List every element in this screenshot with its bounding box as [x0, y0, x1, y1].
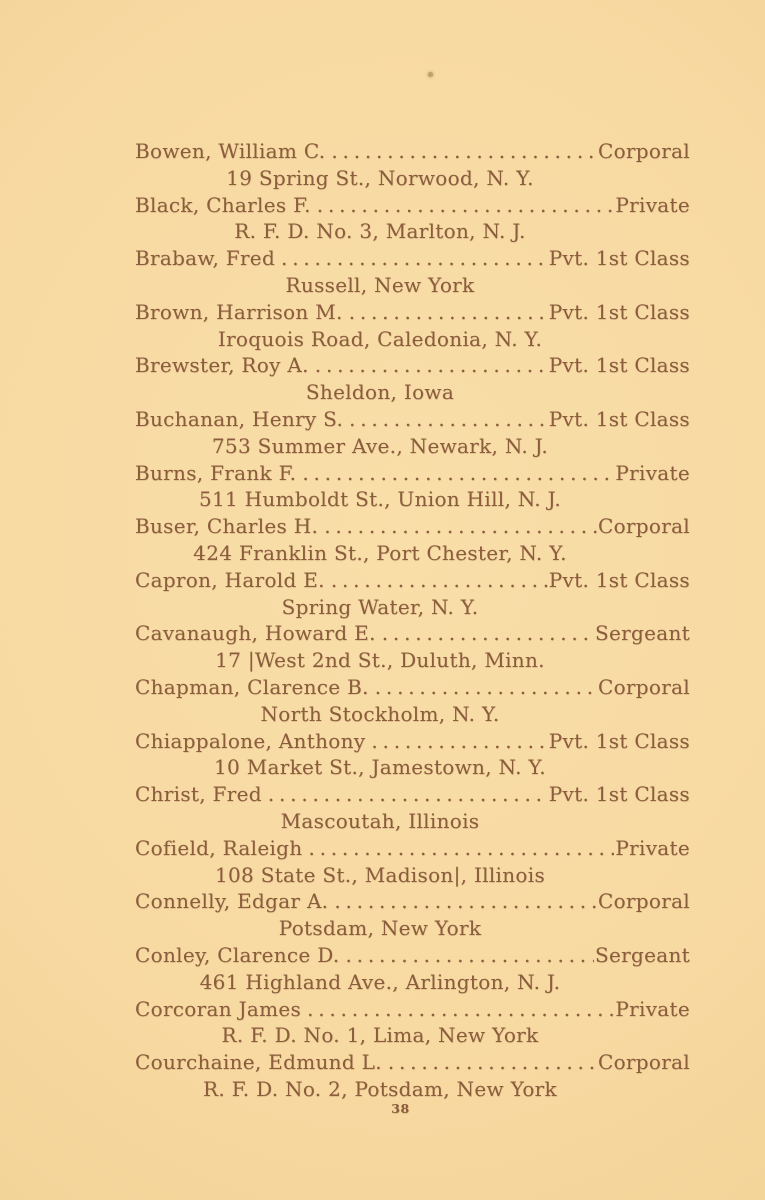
roster-entry — [135, 1049, 690, 1103]
entry-address-line — [135, 647, 625, 674]
dot-leader — [388, 1049, 597, 1076]
roster-entry — [135, 620, 690, 674]
soldier-address: 511 Humboldt St., Union Hill, N. J. — [198, 487, 562, 512]
soldier-rank: Private — [615, 996, 690, 1021]
soldier-name: Buser, Charles H. — [135, 514, 319, 539]
soldier-address: 108 State St., Madison|, Illinois — [214, 862, 546, 887]
soldier-name: Conley, Clarence D. — [135, 942, 340, 967]
dot-leader — [268, 781, 548, 808]
entry-name-rank-line — [135, 996, 690, 1023]
entry-name-rank-line — [135, 138, 690, 165]
roster-entry — [135, 942, 690, 996]
soldier-rank: Private — [615, 835, 690, 860]
entry-address-line — [135, 754, 625, 781]
roster-entry — [135, 781, 690, 835]
entry-address-line — [135, 486, 625, 513]
dot-leader — [349, 406, 548, 433]
entry-name-rank-line — [135, 781, 690, 808]
roster-entry — [135, 674, 690, 728]
roster-entry — [135, 567, 690, 621]
soldier-rank: Sergeant — [595, 621, 690, 646]
soldier-name: Burns, Frank F. — [135, 460, 297, 485]
dot-leader — [324, 513, 597, 540]
soldier-name: Bowen, William C. — [135, 139, 326, 163]
soldier-address: 19 Spring St., Norwood, N. Y. — [226, 165, 534, 190]
roster-entry — [135, 996, 690, 1050]
roster-entry — [135, 888, 690, 942]
entry-address-line — [135, 915, 625, 942]
dot-leader — [334, 888, 597, 915]
soldier-rank: Pvt. 1st Class — [548, 728, 690, 753]
entry-name-rank-line — [135, 245, 690, 272]
roster-list — [0, 138, 765, 1103]
entry-name-rank-line — [135, 835, 690, 862]
entry-name-rank-line — [135, 567, 690, 594]
soldier-address: 753 Summer Ave., Newark, N. J. — [211, 433, 549, 458]
soldier-name: Chapman, Clarence B. — [135, 674, 369, 699]
paper-speck — [428, 72, 433, 77]
entry-name-rank-line — [135, 728, 690, 755]
entry-name-rank-line — [135, 460, 690, 487]
entry-address-line — [135, 272, 625, 299]
entry-name-rank-line — [135, 674, 690, 701]
soldier-rank: Pvt. 1st Class — [548, 782, 690, 807]
dot-leader — [375, 674, 597, 701]
entry-name-rank-line — [135, 888, 690, 915]
entry-address-line — [135, 379, 625, 406]
entry-address-line — [135, 326, 625, 353]
soldier-name: Courchaine, Edmund L. — [135, 1050, 382, 1075]
soldier-rank: Corporal — [597, 674, 690, 699]
entry-address-line — [135, 808, 625, 835]
soldier-name: Christ, Fred — [135, 782, 262, 807]
soldier-name: Black, Charles F. — [135, 192, 311, 217]
entry-name-rank-line — [135, 1049, 690, 1076]
soldier-rank: Private — [615, 192, 690, 217]
soldier-name: Cofield, Raleigh — [135, 835, 303, 860]
soldier-name: Brabaw, Fred — [135, 246, 276, 271]
entry-name-rank-line — [135, 942, 690, 969]
soldier-address: 461 Highland Ave., Arlington, N. J. — [199, 969, 561, 994]
entry-address-line — [135, 540, 625, 567]
soldier-rank: Corporal — [597, 139, 690, 163]
dot-leader — [382, 620, 594, 647]
roster-entry — [135, 513, 690, 567]
soldier-rank: Pvt. 1st Class — [548, 567, 690, 592]
dot-leader — [308, 835, 614, 862]
soldier-name: Buchanan, Henry S. — [135, 406, 344, 431]
dot-leader — [302, 460, 614, 487]
soldier-address: Mascoutah, Illinois — [280, 808, 480, 833]
soldier-name: Corcoran James — [135, 996, 302, 1021]
soldier-address: Russell, New York — [285, 272, 475, 297]
dot-leader — [346, 942, 595, 969]
dot-leader — [331, 138, 597, 165]
dot-leader — [349, 299, 548, 326]
entry-name-rank-line — [135, 299, 690, 326]
soldier-address: Spring Water, N. Y. — [281, 594, 479, 619]
soldier-rank: Corporal — [597, 514, 690, 539]
soldier-rank: Pvt. 1st Class — [548, 406, 690, 431]
soldier-address: 10 Market St., Jamestown, N. Y. — [214, 755, 546, 780]
soldier-address: 424 Franklin St., Port Chester, N. Y. — [193, 540, 567, 565]
roster-entry — [135, 728, 690, 782]
soldier-rank: Pvt. 1st Class — [548, 246, 690, 271]
soldier-address: Iroquois Road, Caledonia, N. Y. — [217, 326, 543, 351]
dot-leader — [281, 245, 548, 272]
dot-leader — [307, 996, 614, 1023]
soldier-rank: Sergeant — [595, 942, 690, 967]
roster-entry — [135, 192, 690, 246]
entry-address-line — [135, 433, 625, 460]
dot-leader — [315, 352, 548, 379]
entry-address-line — [135, 862, 625, 889]
soldier-address: Potsdam, New York — [278, 916, 482, 941]
soldier-name: Brown, Harrison M. — [135, 299, 343, 324]
roster-entry — [135, 299, 690, 353]
soldier-name: Cavanaugh, Howard E. — [135, 621, 376, 646]
entry-name-rank-line — [135, 406, 690, 433]
soldier-address: R. F. D. No. 3, Marlton, N. J. — [234, 219, 526, 244]
dot-leader — [371, 728, 547, 755]
soldier-name: Connelly, Edgar A. — [135, 889, 329, 914]
dot-leader — [331, 567, 548, 594]
entry-name-rank-line — [135, 352, 690, 379]
entry-name-rank-line — [135, 513, 690, 540]
soldier-address: R. F. D. No. 1, Lima, New York — [221, 1023, 539, 1048]
roster-entry — [135, 138, 690, 192]
entry-address-line — [135, 1076, 625, 1103]
entry-name-rank-line — [135, 192, 690, 219]
entry-address-line — [135, 969, 625, 996]
roster-entry — [135, 245, 690, 299]
roster-entry — [135, 835, 690, 889]
entry-address-line — [135, 594, 625, 621]
soldier-name: Brewster, Roy A. — [135, 353, 309, 378]
entry-address-line — [135, 165, 625, 192]
entry-name-rank-line — [135, 620, 690, 647]
roster-entry — [135, 460, 690, 514]
soldier-rank: Pvt. 1st Class — [548, 353, 690, 378]
entry-address-line — [135, 218, 625, 245]
soldier-rank: Corporal — [597, 1050, 690, 1075]
soldier-address: Sheldon, Iowa — [305, 380, 455, 405]
soldier-address: North Stockholm, N. Y. — [260, 701, 500, 726]
soldier-name: Chiappalone, Anthony — [135, 728, 366, 753]
soldier-address: R. F. D. No. 2, Potsdam, New York — [203, 1076, 557, 1101]
entry-address-line — [135, 701, 625, 728]
entry-address-line — [135, 1022, 625, 1049]
soldier-rank: Corporal — [597, 889, 690, 914]
soldier-rank: Private — [615, 460, 690, 485]
roster-entry — [135, 352, 690, 406]
soldier-rank: Pvt. 1st Class — [548, 299, 690, 324]
page-number: 38 — [391, 1100, 410, 1116]
soldier-name: Capron, Harold E. — [135, 567, 325, 592]
roster-entry — [135, 406, 690, 460]
soldier-address: 17 |West 2nd St., Duluth, Minn. — [215, 648, 545, 673]
dot-leader — [317, 192, 615, 219]
